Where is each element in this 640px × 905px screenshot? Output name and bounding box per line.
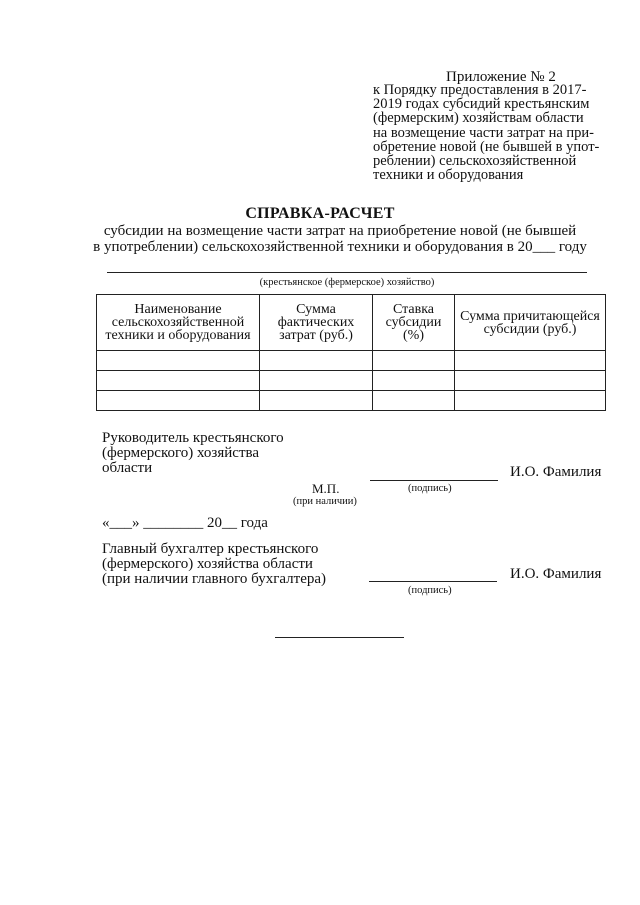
farm-name-field-line[interactable]	[107, 272, 587, 273]
subtitle-line: субсидии на возмещение части затрат на приобретение новой (не бывшей	[103, 223, 577, 239]
calculation-table	[96, 294, 606, 411]
accountant-signatory-line: (при наличии главного бухгалтера)	[102, 571, 327, 587]
column-header-actual-costs: Сумма фактических затрат (руб.)	[260, 295, 373, 351]
table-cell[interactable]	[455, 371, 606, 391]
head-name: И.О. Фамилия	[510, 464, 602, 480]
table-cell[interactable]	[373, 351, 455, 371]
head-signature-line[interactable]	[370, 480, 498, 481]
seal-note: (при наличии)	[293, 496, 357, 507]
table-cell[interactable]	[97, 371, 260, 391]
table-cell[interactable]	[260, 371, 373, 391]
table-cell[interactable]	[373, 391, 455, 411]
appendix-title: Приложение № 2	[446, 69, 556, 85]
table-row	[97, 371, 606, 391]
table-cell[interactable]	[455, 391, 606, 411]
column-header-subsidy-amount: Сумма причитающейся субсидии (руб.)	[455, 295, 606, 351]
table-cell[interactable]	[455, 351, 606, 371]
accountant-signatory-line: (фермерского) хозяйства области	[102, 556, 313, 572]
appendix-line: (фермерским) хозяйствам области	[373, 110, 584, 127]
appendix-description	[373, 83, 603, 182]
column-header-equipment-name: Наименование сельскохозяйственной техники и оборудования	[97, 295, 260, 351]
head-signatory-line: Руководитель крестьянского	[102, 430, 284, 446]
appendix-line: техники и оборудования	[373, 167, 524, 184]
appendix-line: 2019 годах субсидий крестьянским	[373, 96, 590, 113]
table-row	[97, 351, 606, 371]
appendix-line: к Порядку предоставления в 2017-	[373, 82, 587, 98]
accountant-signature-caption: (подпись)	[408, 585, 452, 596]
document-subtitle	[0, 224, 640, 255]
head-signatory-label	[102, 431, 284, 476]
accountant-signature-line[interactable]	[369, 581, 497, 582]
appendix-line: реблении) сельскохозяйственной	[373, 153, 577, 170]
table-cell[interactable]	[97, 391, 260, 411]
table-row	[97, 391, 606, 411]
accountant-signatory-line: Главный бухгалтер крестьянского	[102, 541, 319, 557]
closing-divider	[275, 637, 404, 638]
appendix-line: обретение новой (не бывшей в упот-	[373, 138, 600, 155]
date-field[interactable]: «___» ________ 20__ года	[102, 515, 268, 531]
document-title: СПРАВКА-РАСЧЕТ	[245, 205, 395, 222]
accountant-name: И.О. Фамилия	[510, 566, 602, 582]
head-signature-caption: (подпись)	[408, 483, 452, 494]
farm-name-caption: (крестьянское (фермерское) хозяйство)	[259, 277, 435, 288]
head-signatory-line: (фермерского) хозяйства	[102, 445, 260, 461]
column-header-subsidy-rate: Ставка субсидии (%)	[373, 295, 455, 351]
head-signatory-line: области	[102, 460, 153, 476]
table-cell[interactable]	[97, 351, 260, 371]
seal-label: М.П.	[312, 481, 340, 496]
subtitle-line: в употреблении) сельскохозяйственной техники и оборудования в 20___ году	[93, 238, 587, 255]
table-cell[interactable]	[373, 371, 455, 391]
table-cell[interactable]	[260, 391, 373, 411]
accountant-signatory-label	[102, 542, 326, 587]
table-header-row	[97, 295, 606, 351]
appendix-line: на возмещение части затрат на при-	[373, 124, 595, 141]
table-cell[interactable]	[260, 351, 373, 371]
